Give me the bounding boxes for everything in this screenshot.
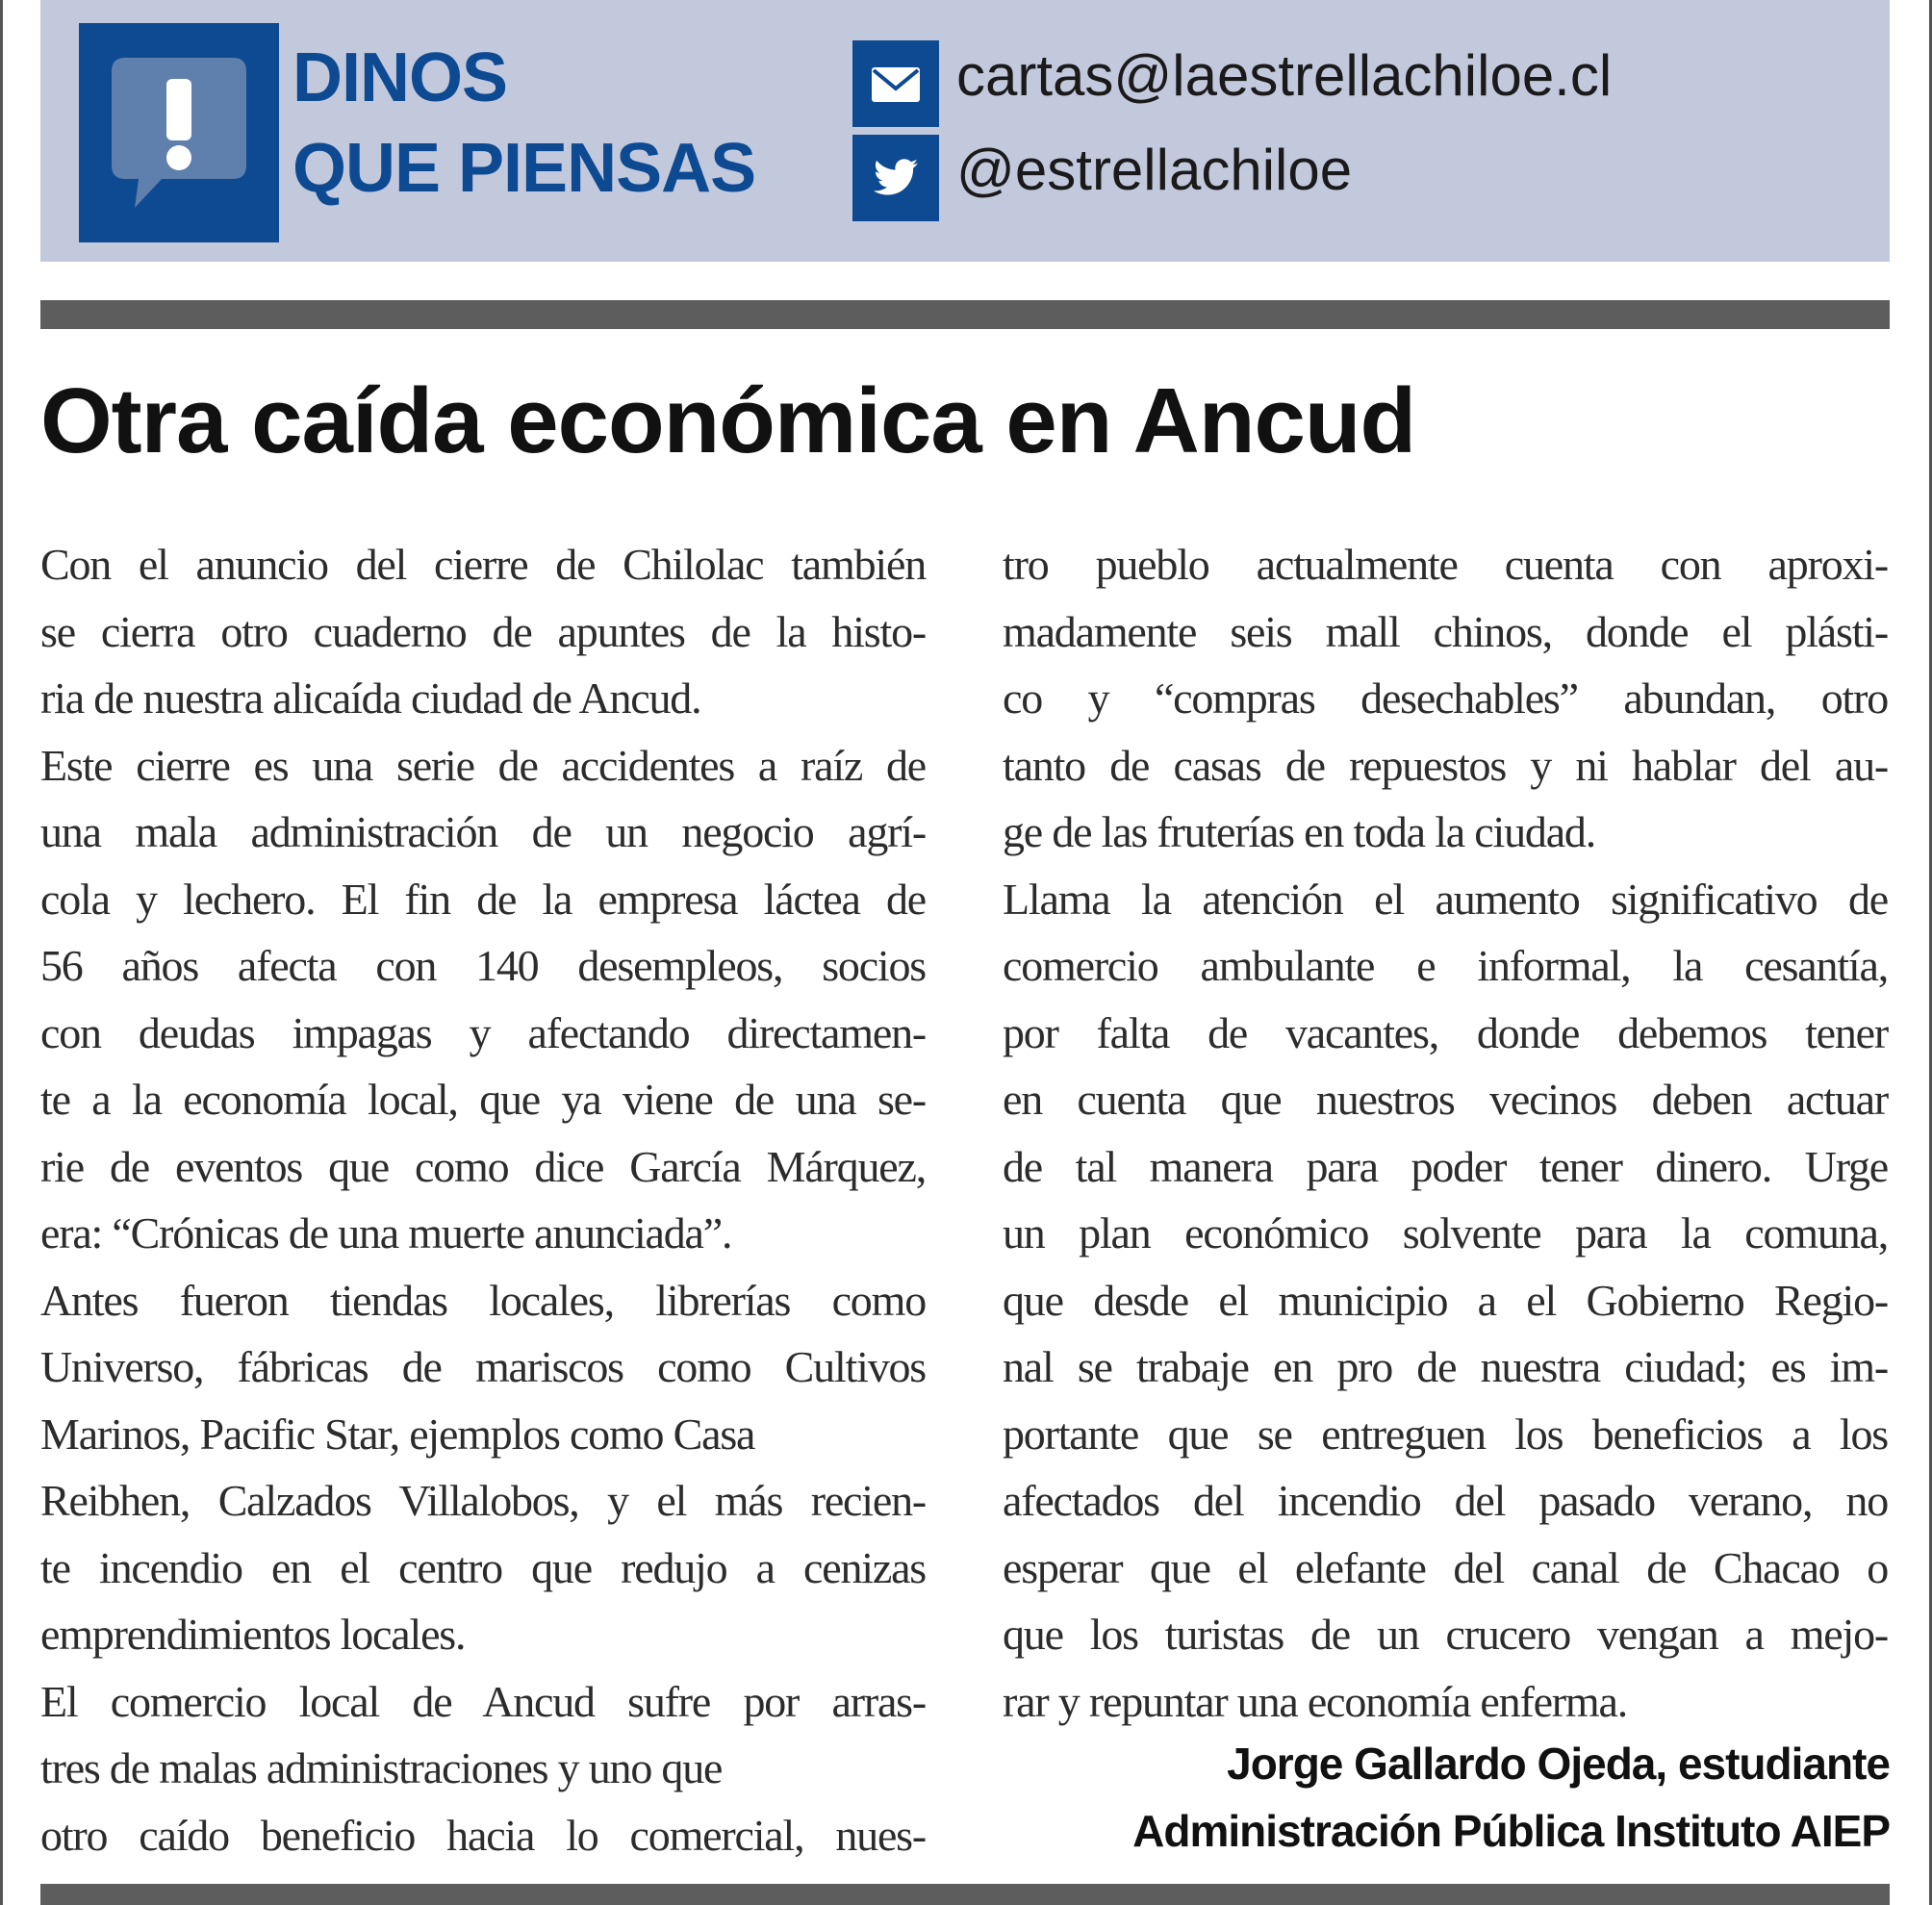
text-line: un plan económico solvente para la comuna, — [1003, 1208, 1888, 1257]
text-line: rar y repuntar una economía enferma. — [1003, 1676, 1628, 1726]
text-line: afectados del incendio del pasado verano, no — [1003, 1476, 1888, 1525]
text-line: ria de nuestra alicaída ciudad de Ancud. — [40, 673, 701, 723]
text-line: que los turistas de un crucero vengan a mejo- — [1003, 1610, 1888, 1659]
section-title-line-2: QUE PIENSAS — [292, 130, 756, 207]
text-line: Universo, fábricas de mariscos como Cultivos — [40, 1342, 926, 1391]
text-line: co y “compras desechables” abundan, otro — [1003, 673, 1888, 723]
page-border-left — [0, 0, 3, 1905]
text-line: tanto de casas de repuestos y ni hablar del au- — [1003, 740, 1888, 790]
text-line: te incendio en el centro que redujo a cenizas — [40, 1542, 926, 1592]
text-line: comercio ambulante e informal, la cesantía, — [1003, 941, 1888, 990]
text-line: 56 años afecta con 140 desempleos, socios — [40, 941, 926, 990]
text-line: por falta de vacantes, donde debemos tener — [1003, 1007, 1888, 1057]
email-address[interactable]: cartas@laestrellachiloe.cl — [956, 43, 1613, 108]
text-line: nal se trabaje en pro de nuestra ciudad; es im- — [1003, 1342, 1888, 1391]
text-line: que desde el municipio a el Gobierno Regio- — [1003, 1275, 1888, 1325]
section-title-line-1: DINOS — [292, 39, 508, 116]
text-line: era: “Crónicas de una muerte anunciada”. — [40, 1208, 732, 1257]
text-line: Este cierre es una serie de accidentes a raíz de — [40, 740, 926, 790]
text-line: rie de eventos que como dice García Márquez, — [40, 1141, 926, 1191]
text-line: Reibhen, Calzados Villalobos, y el más recien- — [40, 1476, 926, 1525]
text-line: cola y lechero. El fin de la empresa láctea de — [40, 874, 926, 924]
section-title — [292, 33, 755, 214]
text-line: se cierra otro cuaderno de apuntes de la histo- — [40, 606, 926, 656]
text-line: Marinos, Pacific Star, ejemplos como Casa — [40, 1409, 755, 1459]
email-icon-box[interactable] — [852, 40, 939, 127]
divider-top — [40, 300, 1890, 329]
envelope-icon — [870, 60, 922, 108]
article-column-right — [1003, 531, 1888, 1735]
text-line: de tal manera para poder tener dinero. Urge — [1003, 1141, 1888, 1191]
text-line: Antes fueron tiendas locales, librerías como — [40, 1275, 926, 1325]
text-line: una mala administración de un negocio agrí- — [40, 807, 926, 856]
text-line: El comercio local de Ancud sufre por arras- — [40, 1676, 926, 1726]
divider-bottom — [40, 1884, 1890, 1905]
logo-box — [79, 23, 279, 242]
text-line: te a la economía local, que ya viene de una se- — [40, 1075, 926, 1124]
text-line: ge de las fruterías en toda la ciudad. — [1003, 807, 1596, 856]
text-line: madamente seis mall chinos, donde el plásti- — [1003, 606, 1888, 656]
twitter-icon-box[interactable] — [852, 135, 939, 221]
text-line: emprendimientos locales. — [40, 1610, 466, 1659]
text-line: portante que se entreguen los beneficios a los — [1003, 1409, 1888, 1459]
text-line: con deudas impagas y afectando directamen- — [40, 1007, 926, 1057]
author-signature-name: Jorge Gallardo Ojeda, estudiante — [1227, 1739, 1890, 1789]
text-line: tres de malas administraciones y uno que — [40, 1743, 723, 1792]
text-line: Llama la atención el aumento significativo de — [1003, 874, 1888, 924]
author-signature-affiliation: Administración Pública Instituto AIEP — [1132, 1806, 1890, 1856]
twitter-handle[interactable]: @estrellachiloe — [956, 138, 1353, 202]
text-line: tro pueblo actualmente cuenta con aproxi- — [1003, 540, 1888, 589]
header-banner — [40, 0, 1890, 262]
exclamation-speech-bubble-icon — [106, 52, 252, 216]
article-headline: Otra caída económica en Ancud — [40, 369, 1416, 472]
text-line: otro caído beneficio hacia lo comercial, nues- — [40, 1810, 926, 1860]
text-line: en cuenta que nuestros vecinos deben actuar — [1003, 1075, 1888, 1124]
article-column-left — [40, 531, 926, 1868]
text-line: esperar que el elefante del canal de Chacao o — [1003, 1542, 1888, 1592]
text-line: Con el anuncio del cierre de Chilolac también — [40, 540, 926, 589]
twitter-bird-icon — [870, 154, 922, 202]
